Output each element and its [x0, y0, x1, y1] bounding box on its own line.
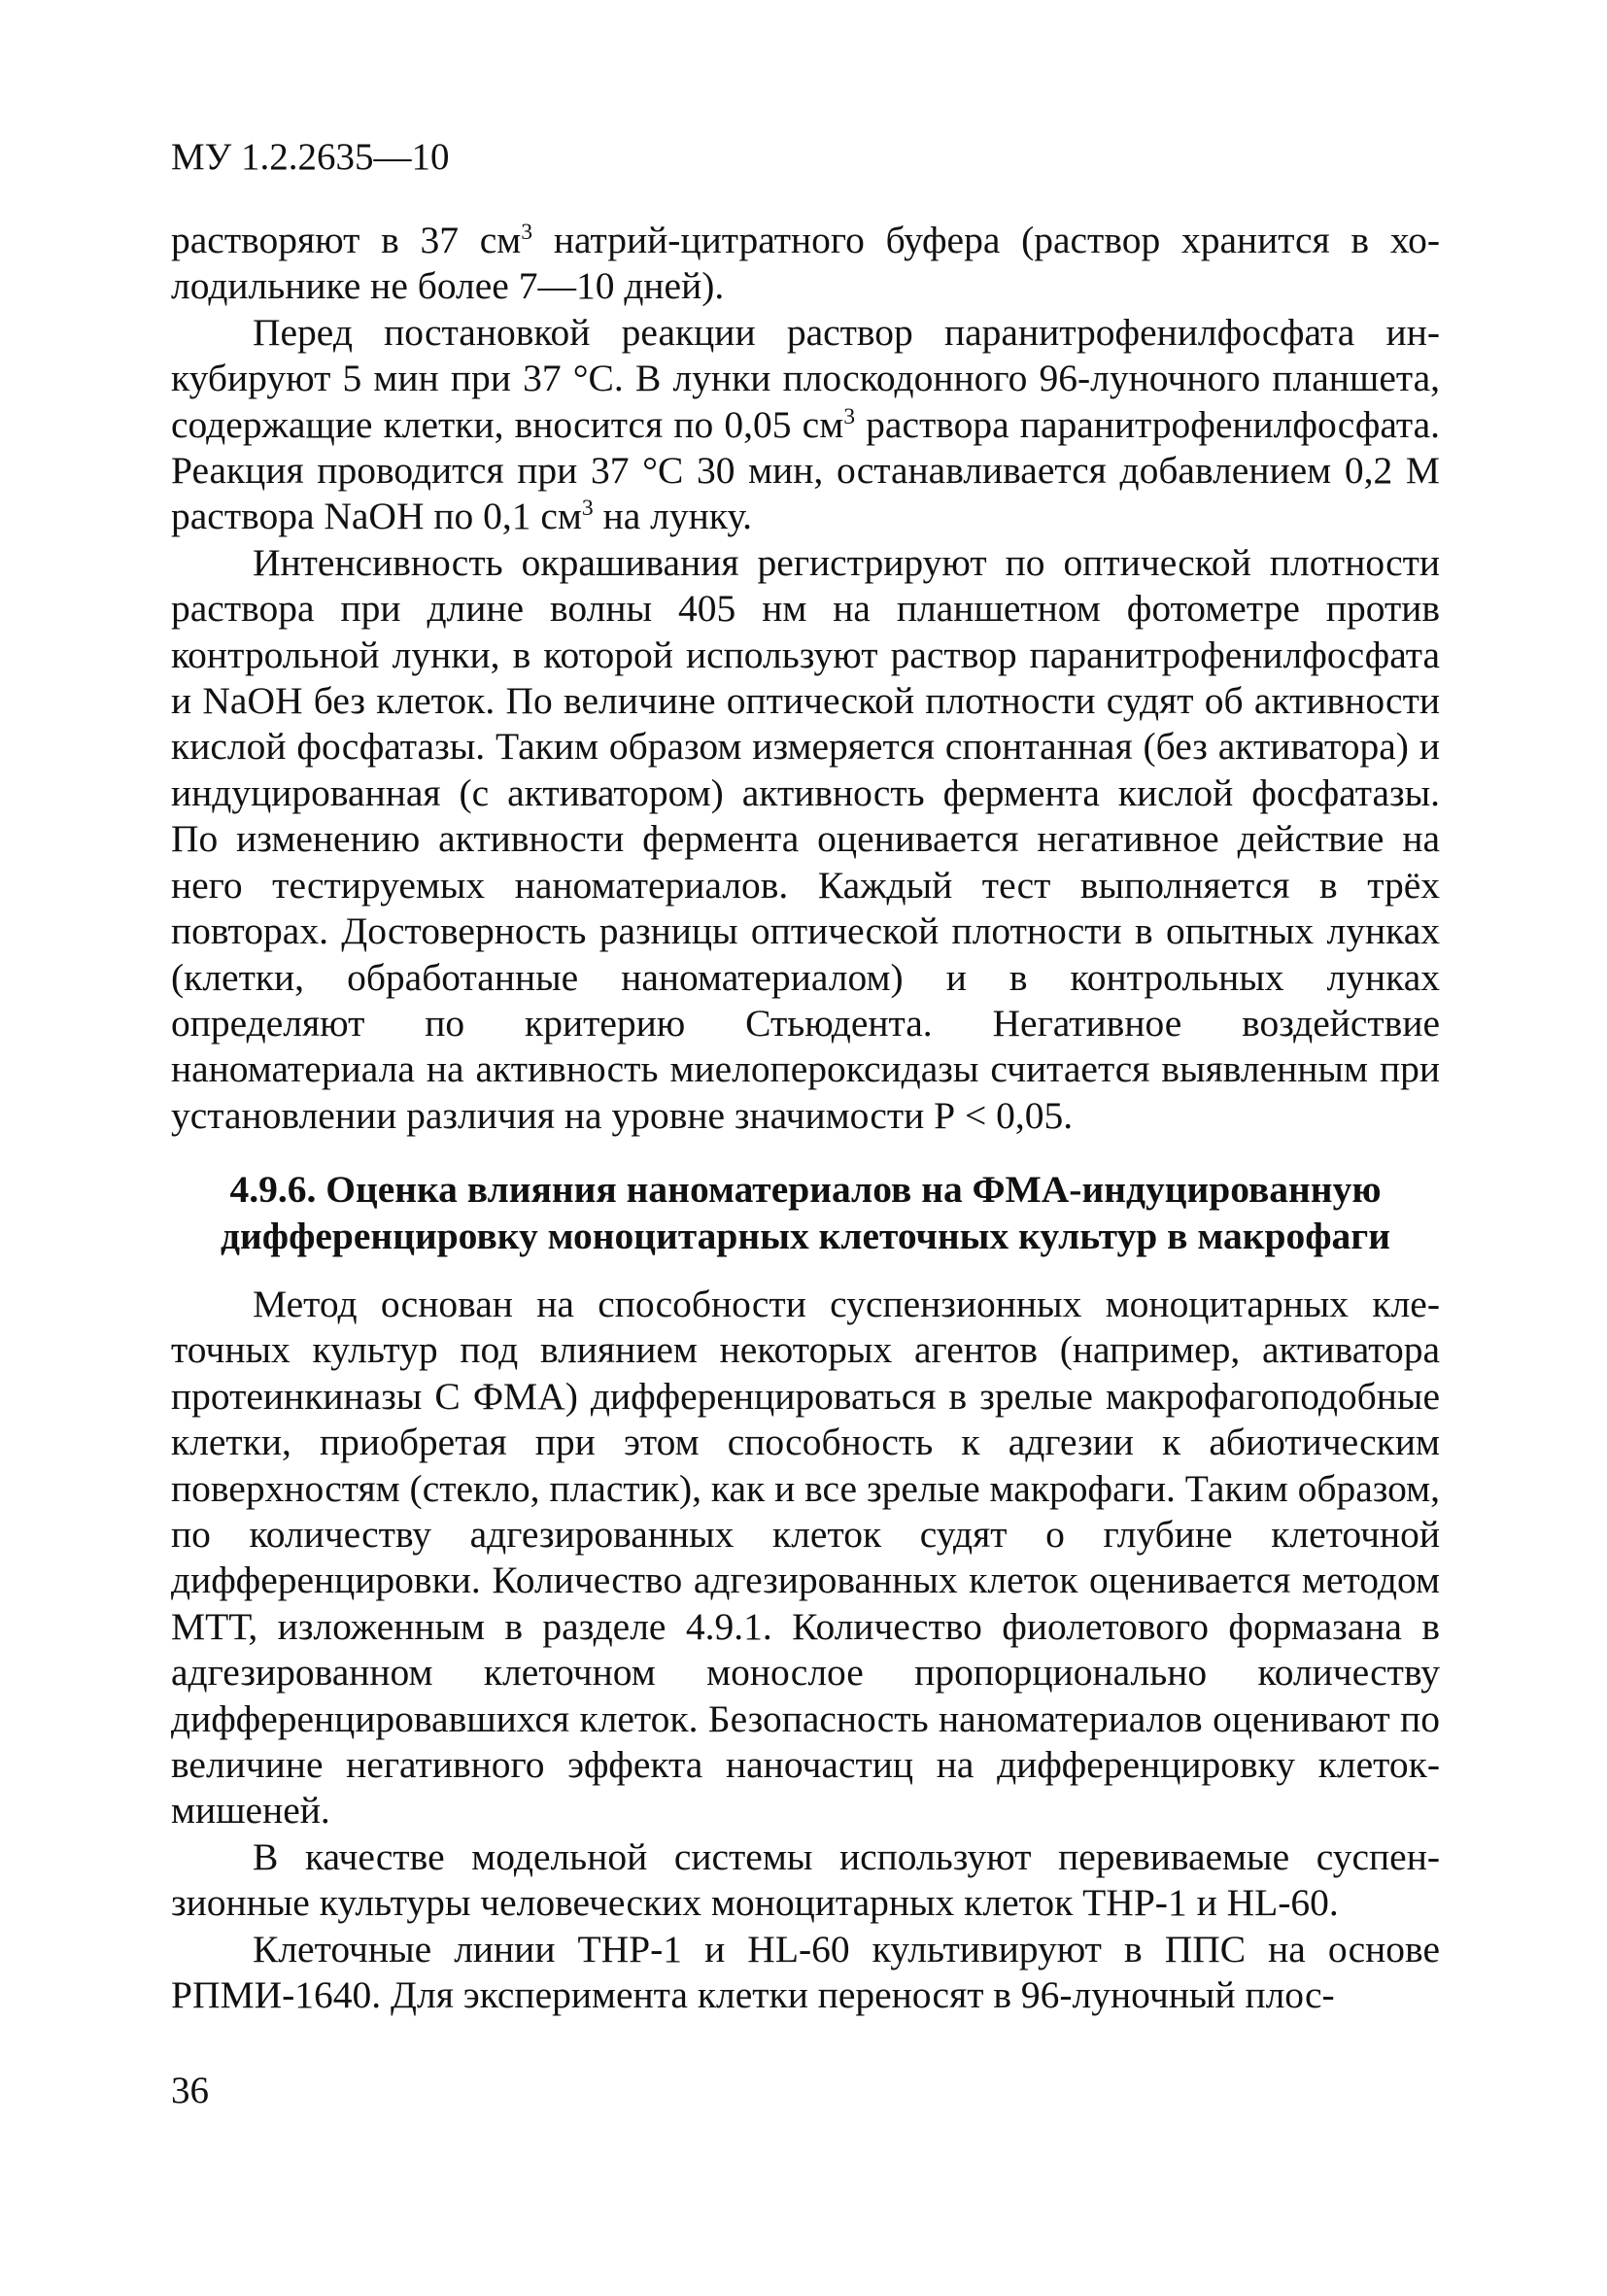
section-heading-line: дифференцировку моноцитарных клеточных культур в макрофаги: [221, 1214, 1390, 1257]
superscript: 3: [581, 496, 594, 522]
paragraph: [171, 310, 1440, 540]
body-text: [171, 218, 1440, 2018]
paragraph: Интенсивность окрашивания регистрируют по оптической плотности раствора при длине волны 405 нм на планшетном фотометре против контрольной лунки, в которой используют раствор паранитрофенилфосфата и NaOH без клеток. По величине оптической плотности судят об активности кислой фосфатазы. Таким образом измеряется спонтанная (без активатора) и индуцированная (с активатором) активность фермента кислой фосфатазы. По изменению активности фермента оценивается негативное действие на него тестируемых наноматериалов. Каждый тест выполняется в трёх повторах. Достоверность разницы оптической плотности в опытных лунках (клетки, обработанные наноматериалом) и в контрольных лунках определяют по критерию Стьюдента. Негативное воздействие наноматериала на активность миелопероксидазы считается выявленным при установлении различия на уровне значимости Р < 0,05.: [171, 540, 1440, 1137]
page-number: 36: [171, 2070, 209, 2111]
section-heading: [171, 1167, 1440, 1259]
text-run: раствора паранитрофенилфосфата. Реакция проводится при 37 °С 30 мин, останавливается добавлением 0,2 М раствора NaOH по 0,1 см: [171, 402, 1440, 538]
paragraph: Метод основан на способности суспензионных моноцитарных клеточных культур под влиянием некоторых агентов (например, активатора протеинкиназы С ФМА) дифференцироваться в зрелые макрофагоподобные клетки, приобретая при этом способность к адгезии к абиотическим поверхностям (стекло, пластик), как и все зрелые макрофаги. Таким образом, по количеству адгезированных клеток судят о глубине клеточной дифференцировки. Количество адгезированных клеток оценивается методом МТТ, изложенным в разделе 4.9.1. Количество фиолетового формазана в адгезированном клеточном монослое пропорционально количеству дифференцировавшихся клеток. Безопасность наноматериалов оценивают по величине негативного эффекта наночастиц на дифференцировку клеток-мишеней.: [171, 1282, 1440, 1833]
text-run: растворяют в 37 см: [171, 219, 522, 261]
paragraph: В качестве модельной системы используют перевиваемые суспензионные культуры человеческих моноцитарных клеток THP-1 и HL-60.: [171, 1834, 1440, 1925]
paragraph: [171, 218, 1440, 310]
paragraph: Клеточные линии THP-1 и HL-60 культивируют в ППС на основе РПМИ-1640. Для эксперимента клетки переносят в 96-луночный плос-: [171, 1927, 1440, 2017]
text-run: Перед постановкой реакции раствор паранитрофенилфосфата инкубируют 5 мин при 37 °С. В лунки плоскодонного 96-луночного планшета, содержащие клетки, вносится по 0,05 см: [171, 310, 1440, 446]
superscript: 3: [843, 403, 856, 429]
text-run: на лунку.: [593, 495, 753, 538]
superscript: 3: [521, 219, 533, 245]
section-heading-line: 4.9.6. Оценка влияния наноматериалов на ФМА-индуцированную: [229, 1168, 1382, 1212]
running-title: МУ 1.2.2635—10: [171, 136, 450, 178]
text-run: натрий-цитратного буфера (раствор хранится в холодильнике не более 7—10 дней).: [171, 219, 1440, 308]
